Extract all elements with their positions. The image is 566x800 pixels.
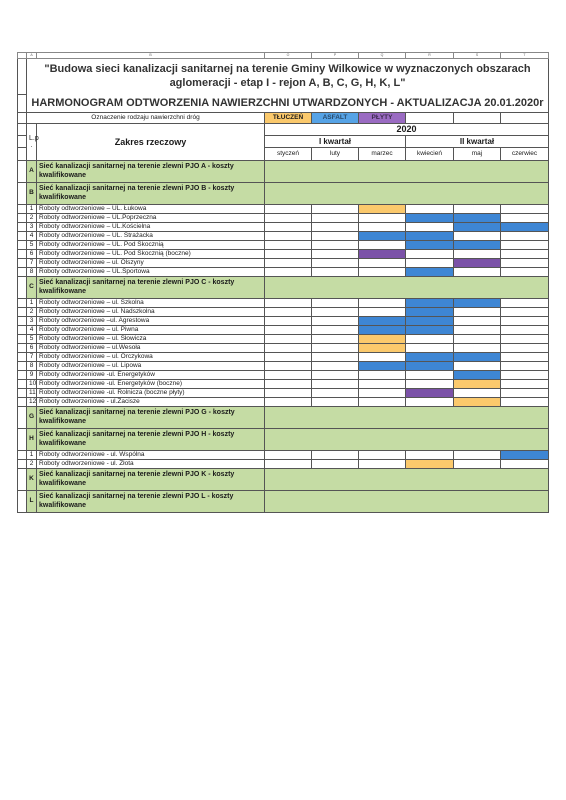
schedule-cell <box>454 241 501 250</box>
schedule-cell <box>454 371 501 380</box>
schedule-cell <box>359 241 406 250</box>
schedule-cell <box>501 353 549 362</box>
schedule-cell <box>501 335 549 344</box>
schedule-cell <box>312 259 359 268</box>
section-row <box>18 183 549 205</box>
schedule-cell <box>312 205 359 214</box>
schedule-cell <box>406 250 454 259</box>
item-row <box>18 353 549 362</box>
schedule-cell <box>406 308 454 317</box>
quarter-2-header: II kwartał <box>406 136 549 148</box>
schedule-cell <box>406 326 454 335</box>
schedule-cell <box>265 389 312 398</box>
schedule-cell <box>312 308 359 317</box>
item-row <box>18 232 549 241</box>
schedule-cell <box>501 268 549 277</box>
schedule-cell <box>406 232 454 241</box>
item-lp: 2 <box>27 308 37 317</box>
section-schedule <box>265 491 549 513</box>
schedule-cell <box>359 460 406 469</box>
item-lp: 2 <box>27 214 37 223</box>
item-row <box>18 299 549 308</box>
schedule-cell <box>265 205 312 214</box>
month-header: kwiecień <box>406 148 454 161</box>
col-letter: R <box>406 53 454 59</box>
schedule-cell <box>359 380 406 389</box>
schedule-cell <box>501 344 549 353</box>
schedule-cell <box>312 232 359 241</box>
schedule-cell <box>359 317 406 326</box>
item-row <box>18 317 549 326</box>
schedule-cell <box>454 299 501 308</box>
item-name: Roboty odtworzeniowe - ul. Złota <box>37 460 265 469</box>
month-header: marzec <box>359 148 406 161</box>
schedule-cell <box>454 326 501 335</box>
item-name: Roboty odtworzeniowe – ul. Nadszkolna <box>37 308 265 317</box>
schedule-cell <box>359 344 406 353</box>
schedule-cell <box>359 326 406 335</box>
month-header: maj <box>454 148 501 161</box>
month-header: styczeń <box>265 148 312 161</box>
section-name: Sieć kanalizacji sanitarnej na terenie zlewni PJO B - koszty kwalifikowane <box>37 183 265 205</box>
item-lp: 1 <box>27 299 37 308</box>
item-name: Roboty odtworzeniowe – UL. Łukowa <box>37 205 265 214</box>
section-letter: B <box>27 183 37 205</box>
item-row <box>18 371 549 380</box>
schedule-cell <box>406 214 454 223</box>
legend-row <box>18 113 549 124</box>
schedule-cell <box>454 232 501 241</box>
item-lp: 10 <box>27 380 37 389</box>
schedule-cell <box>454 259 501 268</box>
schedule-cell <box>312 380 359 389</box>
schedule-cell <box>501 299 549 308</box>
item-lp: 6 <box>27 344 37 353</box>
item-name: Roboty odtworzeniowe - ul.Zacisze <box>37 398 265 407</box>
item-row <box>18 205 549 214</box>
schedule-cell <box>454 317 501 326</box>
item-name: Roboty odtworzeniowe – ul. Słowicza <box>37 335 265 344</box>
schedule-cell <box>406 299 454 308</box>
schedule-table <box>17 52 549 513</box>
section-letter: K <box>27 469 37 491</box>
col-letter: O <box>265 53 312 59</box>
section-schedule <box>265 429 549 451</box>
item-row <box>18 268 549 277</box>
section-schedule <box>265 161 549 183</box>
schedule-cell <box>265 317 312 326</box>
col-letter: P <box>312 53 359 59</box>
item-name: Roboty odtworzeniowe – ul.Wesoła <box>37 344 265 353</box>
schedule-cell <box>406 268 454 277</box>
schedule-cell <box>501 398 549 407</box>
schedule-cell <box>265 335 312 344</box>
item-name: Roboty odtworzeniowe – ul. Lipowa <box>37 362 265 371</box>
item-lp: 8 <box>27 268 37 277</box>
schedule-cell <box>501 380 549 389</box>
schedule-cell <box>312 326 359 335</box>
schedule-cell <box>406 259 454 268</box>
schedule-cell <box>265 362 312 371</box>
section-schedule <box>265 183 549 205</box>
title-row-1 <box>18 59 549 95</box>
col-letter: Q <box>359 53 406 59</box>
schedule-cell <box>406 241 454 250</box>
section-name: Sieć kanalizacji sanitarnej na terenie zlewni PJO H - koszty kwalifikowane <box>37 429 265 451</box>
section-letter: C <box>27 277 37 299</box>
schedule-cell <box>454 308 501 317</box>
schedule-cell <box>406 223 454 232</box>
schedule-cell <box>265 299 312 308</box>
schedule-cell <box>501 241 549 250</box>
item-lp: 12 <box>27 398 37 407</box>
item-row <box>18 451 549 460</box>
legend-plyty: PŁYTY <box>359 113 406 124</box>
section-name: Sieć kanalizacji sanitarnej na terenie zlewni PJO L - koszty kwalifikowane <box>37 491 265 513</box>
schedule-cell <box>454 344 501 353</box>
schedule-cell <box>501 232 549 241</box>
item-lp: 6 <box>27 250 37 259</box>
schedule-cell <box>406 362 454 371</box>
item-row <box>18 241 549 250</box>
schedule-cell <box>265 398 312 407</box>
schedule-cell <box>265 308 312 317</box>
schedule-cell <box>454 389 501 398</box>
item-name: Roboty odtworzeniowe – UL.Poprzeczna <box>37 214 265 223</box>
schedule-cell <box>406 451 454 460</box>
month-header: czerwiec <box>501 148 549 161</box>
item-name: Roboty odtworzeniowe – UL. Strażacka <box>37 232 265 241</box>
schedule-cell <box>312 371 359 380</box>
schedule-cell <box>406 317 454 326</box>
item-lp: 7 <box>27 353 37 362</box>
schedule-cell <box>359 389 406 398</box>
schedule-cell <box>312 398 359 407</box>
item-name: Roboty odtworzeniowe – UL.Sportowa <box>37 268 265 277</box>
schedule-cell <box>312 389 359 398</box>
legend-asfalt: ASFALT <box>312 113 359 124</box>
schedule-cell <box>501 317 549 326</box>
item-row <box>18 259 549 268</box>
schedule-cell <box>406 398 454 407</box>
col-letter: A <box>27 53 37 59</box>
schedule-cell <box>265 268 312 277</box>
item-lp: 3 <box>27 223 37 232</box>
item-name: Roboty odtworzeniowe – ul. Orczykowa <box>37 353 265 362</box>
title-row-2 <box>18 95 549 113</box>
schedule-cell <box>312 335 359 344</box>
item-lp: 7 <box>27 259 37 268</box>
item-row <box>18 389 549 398</box>
schedule-cell <box>312 317 359 326</box>
item-lp: 4 <box>27 232 37 241</box>
schedule-cell <box>454 268 501 277</box>
schedule-cell <box>359 308 406 317</box>
item-lp: 4 <box>27 326 37 335</box>
col-letter: T <box>501 53 549 59</box>
schedule-cell <box>359 335 406 344</box>
item-row <box>18 335 549 344</box>
item-lp: 8 <box>27 362 37 371</box>
schedule-cell <box>265 214 312 223</box>
schedule-cell <box>359 232 406 241</box>
item-lp: 5 <box>27 335 37 344</box>
schedule-cell <box>501 308 549 317</box>
schedule-cell <box>406 460 454 469</box>
schedule-cell <box>454 353 501 362</box>
schedule-cell <box>454 223 501 232</box>
item-name: Roboty odtworzeniowe – ul. Szkolna <box>37 299 265 308</box>
schedule-cell <box>359 250 406 259</box>
section-row <box>18 469 549 491</box>
schedule-cell <box>454 250 501 259</box>
schedule-cell <box>312 353 359 362</box>
section-name: Sieć kanalizacji sanitarnej na terenie zlewni PJO C - koszty kwalifikowane <box>37 277 265 299</box>
schedule-cell <box>454 214 501 223</box>
schedule-cell <box>359 299 406 308</box>
schedule-cell <box>359 371 406 380</box>
schedule-cell <box>312 241 359 250</box>
schedule-cell <box>406 344 454 353</box>
schedule-cell <box>312 268 359 277</box>
item-lp: 1 <box>27 451 37 460</box>
schedule-cell <box>312 214 359 223</box>
item-row <box>18 214 549 223</box>
col-letter: S <box>454 53 501 59</box>
item-row <box>18 362 549 371</box>
item-name: Roboty odtworzeniowe -ul. Energetyków <box>37 371 265 380</box>
item-name: Roboty odtworzeniowe – UL.Kościelna <box>37 223 265 232</box>
schedule-cell <box>501 326 549 335</box>
section-row <box>18 161 549 183</box>
quarter-1-header: I kwartał <box>265 136 406 148</box>
section-name: Sieć kanalizacji sanitarnej na terenie zlewni PJO K - koszty kwalifikowane <box>37 469 265 491</box>
zakres-header: Zakres rzeczowy <box>37 124 265 161</box>
schedule-cell <box>454 451 501 460</box>
item-name: Roboty odtworzeniowe – UL. Pod Skocznią (boczne) <box>37 250 265 259</box>
section-schedule <box>265 469 549 491</box>
item-lp: 5 <box>27 241 37 250</box>
schedule-cell <box>454 460 501 469</box>
schedule-cell <box>265 326 312 335</box>
schedule-cell <box>312 344 359 353</box>
schedule-cell <box>501 371 549 380</box>
schedule-cell <box>501 389 549 398</box>
section-name: Sieć kanalizacji sanitarnej na terenie zlewni PJO G - koszty kwalifikowane <box>37 407 265 429</box>
document-subtitle: HARMONOGRAM ODTWORZENIA NAWIERZCHNI UTWARDZONYCH - AKTUALIZACJA 20.01.2020r <box>27 95 549 113</box>
section-row <box>18 429 549 451</box>
legend-tluczen: TŁUCZEŃ <box>265 113 312 124</box>
lp-header: L.p . <box>27 124 37 161</box>
schedule-cell <box>454 380 501 389</box>
schedule-cell <box>501 205 549 214</box>
item-name: Roboty odtworzeniowe – ul. Piwna <box>37 326 265 335</box>
schedule-cell <box>265 223 312 232</box>
schedule-cell <box>406 380 454 389</box>
schedule-cell <box>406 389 454 398</box>
item-name: Roboty odtworzeniowe -ul. Energetyków (boczne) <box>37 380 265 389</box>
schedule-cell <box>265 250 312 259</box>
item-row <box>18 308 549 317</box>
schedule-cell <box>312 451 359 460</box>
schedule-cell <box>265 232 312 241</box>
header-year-row <box>18 124 549 136</box>
item-lp: 1 <box>27 205 37 214</box>
section-schedule <box>265 277 549 299</box>
item-row <box>18 344 549 353</box>
item-row <box>18 380 549 389</box>
schedule-cell <box>501 460 549 469</box>
item-row <box>18 398 549 407</box>
schedule-cell <box>265 353 312 362</box>
schedule-cell <box>501 259 549 268</box>
item-name: Roboty odtworzeniowe – UL. Pod Skocznią <box>37 241 265 250</box>
section-row <box>18 407 549 429</box>
schedule-cell <box>359 353 406 362</box>
schedule-cell <box>501 214 549 223</box>
schedule-cell <box>454 335 501 344</box>
section-row <box>18 491 549 513</box>
item-row <box>18 326 549 335</box>
item-lp: 3 <box>27 317 37 326</box>
schedule-cell <box>406 335 454 344</box>
col-letter: B <box>37 53 265 59</box>
section-letter: A <box>27 161 37 183</box>
schedule-cell <box>359 214 406 223</box>
section-schedule <box>265 407 549 429</box>
schedule-cell <box>312 460 359 469</box>
schedule-cell <box>406 371 454 380</box>
section-letter: H <box>27 429 37 451</box>
schedule-cell <box>501 250 549 259</box>
document-title: "Budowa sieci kanalizacji sanitarnej na terenie Gminy Wilkowice w wyznaczonych obszarach aglomeracji - etap I - rejon A, B, C, G, H, K, L" <box>27 59 549 95</box>
item-lp: 2 <box>27 460 37 469</box>
schedule-cell <box>454 362 501 371</box>
schedule-cell <box>312 250 359 259</box>
schedule-cell <box>501 451 549 460</box>
schedule-cell <box>501 223 549 232</box>
legend-label: Oznaczenie rodzaju nawierzchni dróg <box>27 113 265 124</box>
item-name: Roboty odtworzeniowe -ul. Rolnicza (boczne płyty) <box>37 389 265 398</box>
schedule-cell <box>265 344 312 353</box>
schedule-cell <box>265 380 312 389</box>
item-row <box>18 250 549 259</box>
schedule-cell <box>265 259 312 268</box>
schedule-cell <box>312 299 359 308</box>
month-header: luty <box>312 148 359 161</box>
year-header: 2020 <box>265 124 549 136</box>
section-letter: L <box>27 491 37 513</box>
section-letter: G <box>27 407 37 429</box>
schedule-cell <box>359 223 406 232</box>
schedule-cell <box>312 362 359 371</box>
item-lp: 9 <box>27 371 37 380</box>
schedule-cell <box>265 460 312 469</box>
schedule-cell <box>406 205 454 214</box>
schedule-cell <box>359 205 406 214</box>
schedule-cell <box>359 451 406 460</box>
item-lp: 11 <box>27 389 37 398</box>
schedule-cell <box>312 223 359 232</box>
schedule-cell <box>359 398 406 407</box>
item-name: Roboty odtworzeniowe - ul. Wspólna <box>37 451 265 460</box>
item-name: Roboty odtworzeniowe –ul. Agrestowa <box>37 317 265 326</box>
schedule-cell <box>454 205 501 214</box>
schedule-cell <box>265 241 312 250</box>
item-row <box>18 223 549 232</box>
schedule-cell <box>265 451 312 460</box>
schedule-cell <box>265 371 312 380</box>
schedule-cell <box>454 398 501 407</box>
schedule-cell <box>359 362 406 371</box>
schedule-cell <box>501 362 549 371</box>
section-name: Sieć kanalizacji sanitarnej na terenie zlewni PJO A - koszty kwalifikowane <box>37 161 265 183</box>
spreadsheet <box>17 52 548 513</box>
item-name: Roboty odtworzeniowe – ul. Olszyny <box>37 259 265 268</box>
item-row <box>18 460 549 469</box>
schedule-cell <box>359 259 406 268</box>
section-row <box>18 277 549 299</box>
schedule-cell <box>406 353 454 362</box>
schedule-cell <box>359 268 406 277</box>
